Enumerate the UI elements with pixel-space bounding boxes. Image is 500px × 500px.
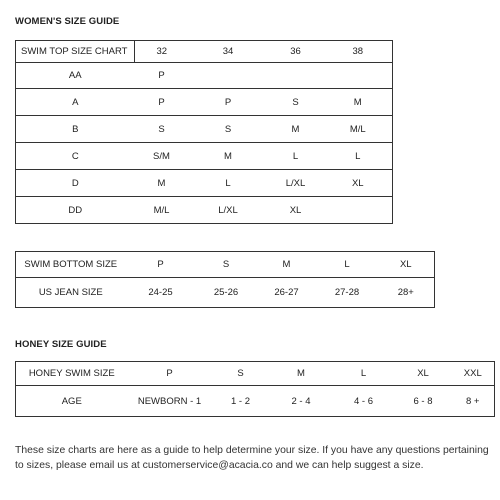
table-cell: L <box>324 143 393 170</box>
table-cell: P <box>135 63 189 89</box>
table-cell: L <box>317 252 378 278</box>
table-row <box>16 278 435 308</box>
table-cell: P <box>128 362 212 386</box>
table-cell: XL <box>268 197 324 224</box>
table-cell: S <box>268 89 324 116</box>
table-header-cell: 32 <box>135 41 189 63</box>
table-cell: C <box>16 143 135 170</box>
table-cell <box>189 63 268 89</box>
table-cell: AGE <box>16 386 128 417</box>
table-cell: 6 - 8 <box>395 386 452 417</box>
table-cell: M <box>135 170 189 197</box>
table-cell: S <box>189 116 268 143</box>
table-cell: 27-28 <box>317 278 378 308</box>
table-cell: L/XL <box>189 197 268 224</box>
table-cell: XL <box>378 252 435 278</box>
swim-top-size-chart <box>15 40 393 224</box>
table-cell: 28+ <box>378 278 435 308</box>
table-cell: L <box>333 362 395 386</box>
table-cell: US JEAN SIZE <box>16 278 126 308</box>
table-header-cell: 36 <box>268 41 324 63</box>
table-row <box>16 63 393 89</box>
table-header-row <box>16 41 393 63</box>
table-cell: L <box>189 170 268 197</box>
swim-bottom-size-chart <box>15 251 435 308</box>
table-cell: M <box>189 143 268 170</box>
table-row <box>16 197 393 224</box>
table-cell: S/M <box>135 143 189 170</box>
womens-size-guide-heading: WOMEN'S SIZE GUIDE <box>15 16 120 27</box>
table-cell: NEWBORN - 1 <box>128 386 212 417</box>
table-cell <box>268 63 324 89</box>
table-cell: XXL <box>452 362 495 386</box>
table-row <box>16 252 435 278</box>
table-cell: M <box>268 116 324 143</box>
table-cell: S <box>135 116 189 143</box>
table-cell: D <box>16 170 135 197</box>
table-cell: M <box>324 89 393 116</box>
table-cell: 2 - 4 <box>270 386 333 417</box>
table-header-cell: 34 <box>189 41 268 63</box>
table-row <box>16 116 393 143</box>
table-cell: S <box>196 252 257 278</box>
table-header-cell: SWIM TOP SIZE CHART <box>16 41 135 63</box>
table-cell: L/XL <box>268 170 324 197</box>
table-cell: M/L <box>324 116 393 143</box>
table-cell: 4 - 6 <box>333 386 395 417</box>
table-cell: L <box>268 143 324 170</box>
table-cell: XL <box>395 362 452 386</box>
table-row <box>16 386 495 417</box>
table-row <box>16 170 393 197</box>
table-cell: AA <box>16 63 135 89</box>
honey-size-guide-heading: HONEY SIZE GUIDE <box>15 339 107 350</box>
table-cell: P <box>189 89 268 116</box>
table-cell: XL <box>324 170 393 197</box>
table-cell: S <box>212 362 270 386</box>
table-header-cell: 38 <box>324 41 393 63</box>
table-cell: M <box>270 362 333 386</box>
table-cell: 24-25 <box>126 278 196 308</box>
table-cell: 26-27 <box>257 278 317 308</box>
table-cell <box>324 197 393 224</box>
honey-size-chart <box>15 361 495 417</box>
table-cell: DD <box>16 197 135 224</box>
table-row <box>16 362 495 386</box>
table-cell: M/L <box>135 197 189 224</box>
table-cell: HONEY SWIM SIZE <box>16 362 128 386</box>
table-cell: M <box>257 252 317 278</box>
table-row <box>16 143 393 170</box>
table-row <box>16 89 393 116</box>
table-cell: B <box>16 116 135 143</box>
table-cell: A <box>16 89 135 116</box>
table-cell: P <box>135 89 189 116</box>
table-cell: 25-26 <box>196 278 257 308</box>
table-cell: P <box>126 252 196 278</box>
table-cell: 8 + <box>452 386 495 417</box>
table-cell: 1 - 2 <box>212 386 270 417</box>
size-guide-note: These size charts are here as a guide to help determine your size. If you have any questions pertaining to sizes, please email us at customerservice@acacia.co and we can help suggest a size. <box>15 445 489 471</box>
table-cell <box>324 63 393 89</box>
table-cell: SWIM BOTTOM SIZE <box>16 252 126 278</box>
